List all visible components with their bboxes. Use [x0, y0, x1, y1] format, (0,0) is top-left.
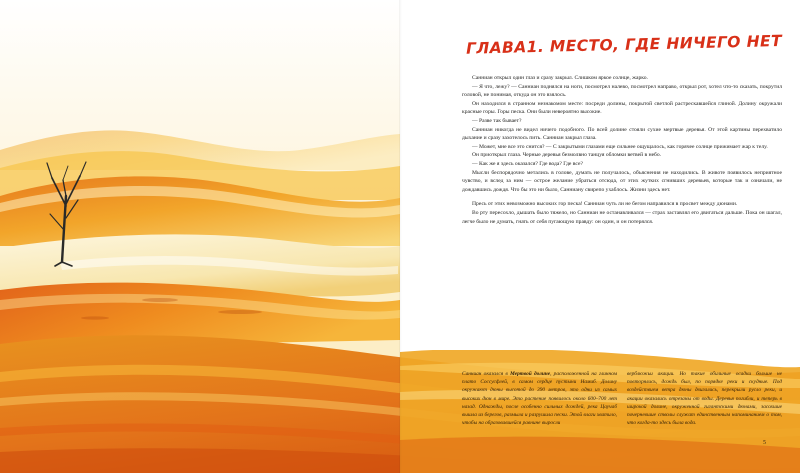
caption-column-right: верблюжьи акации. Но такие обильные осадки больше не повторялись, дождь был, по порядке реки и скудные. Под воздействием ветра дюны двигались, перекрыли русло реки, и акации оказались отрезаны от воды. Деревья погибли, и теперь в широкой долине, окруженной гигантскими дюнами, засохшие почерневшие стволы служат единственным напоминанием о том, что когда-то здесь была вода. — [627, 371, 782, 427]
paragraph: Мысли беспорядочно метались в голове, думать не получалось, объяснения не находились. В животе появилось неприятное чувство, и вслед за ним — острое желание убраться отсюда, от этих жутких сгнивших деревьев, которые так и означали, не дождавшись дождя. Что бы это ни было, Санниану свирепо ухаблось. Жизни здесь нет. — [462, 169, 782, 193]
chapter-title: МЕСТО, ГДЕ НИЧЕГО НЕТ — [549, 32, 783, 56]
page-number: 5 — [763, 440, 766, 446]
caption-column-left: Санниан оказался в Мертвой долине, расположенной на глинном плато Соссусфлей, в самом сердце пустыни Намиб. Долину окружают дюны высотой до 390 метров, это одни из самых высоких дюн в мире. Это растение появилось около 600–700 лет назад. Однажды, после особенно сильных дождей, река Цаучаб вышла из берегов, размыла и разрушила пески. Этой влаги хватило, чтобы на образовавшейся равнине выросли — [462, 371, 618, 427]
paragraph: — Я что, лежу? — Санниан поднялся на ноги, посмотрел налево, посмотрел направо, открыл рот, хотел что-то сказать, покрутил головой, не понимая, откуда он это взялось. — [462, 83, 782, 99]
chapter-separator: . — [537, 37, 545, 56]
paragraph: Он находился в странном незнакомом месте: посреди долины, покрытой светлой растрескавшейся глиной. Долину окружали красные горы. Горы песка. Они были невероятно высокие. — [462, 100, 782, 116]
right-page — [410, 18, 782, 458]
paragraph: Он приоткрыл глаза. Черные деревья безмолвно танцуя обломки ветвей в небо. — [472, 152, 662, 159]
paragraph: — Разве так бывает? — [472, 117, 522, 124]
paragraph: — Как же я здесь оказался? Где вода? Где все? — [472, 160, 583, 167]
chapter-heading — [462, 32, 782, 58]
body-text — [462, 74, 782, 226]
chapter-word: ГЛАВА — [465, 38, 527, 58]
paragraph: Санниан никогда не видел ничего подобного. По всей долине стояли сухие мертвые деревья. От этой картины перехватило дыхание и сразу захотелось пить. Санниан закрыл глаза. — [462, 126, 782, 142]
paragraph: — Может, мне все это снится? — С закрытыми глазами еще сильнее ощущалось, как горячее солнце прижимает жар к телу. — [472, 143, 768, 150]
chapter-number: 1 — [526, 37, 539, 57]
paragraph: Пресь от этих невозможно высоких гор песка! Санниан чуть ли не бегом направился в просвет между дюнами. — [472, 201, 738, 208]
paragraph: Во рту пересохло, дышать было тяжело, но Санниан не останавливался — страх заставлял его двигаться дальше. Пока он шагал, легче было не думать, гнать от себя пугающую правду: он один, и он потерялся. — [462, 209, 782, 225]
paragraph: Санниан открыл один глаз и сразу закрыл. Слишком яркое солнце, жарко. — [472, 75, 648, 81]
illustration-caption — [462, 370, 782, 427]
